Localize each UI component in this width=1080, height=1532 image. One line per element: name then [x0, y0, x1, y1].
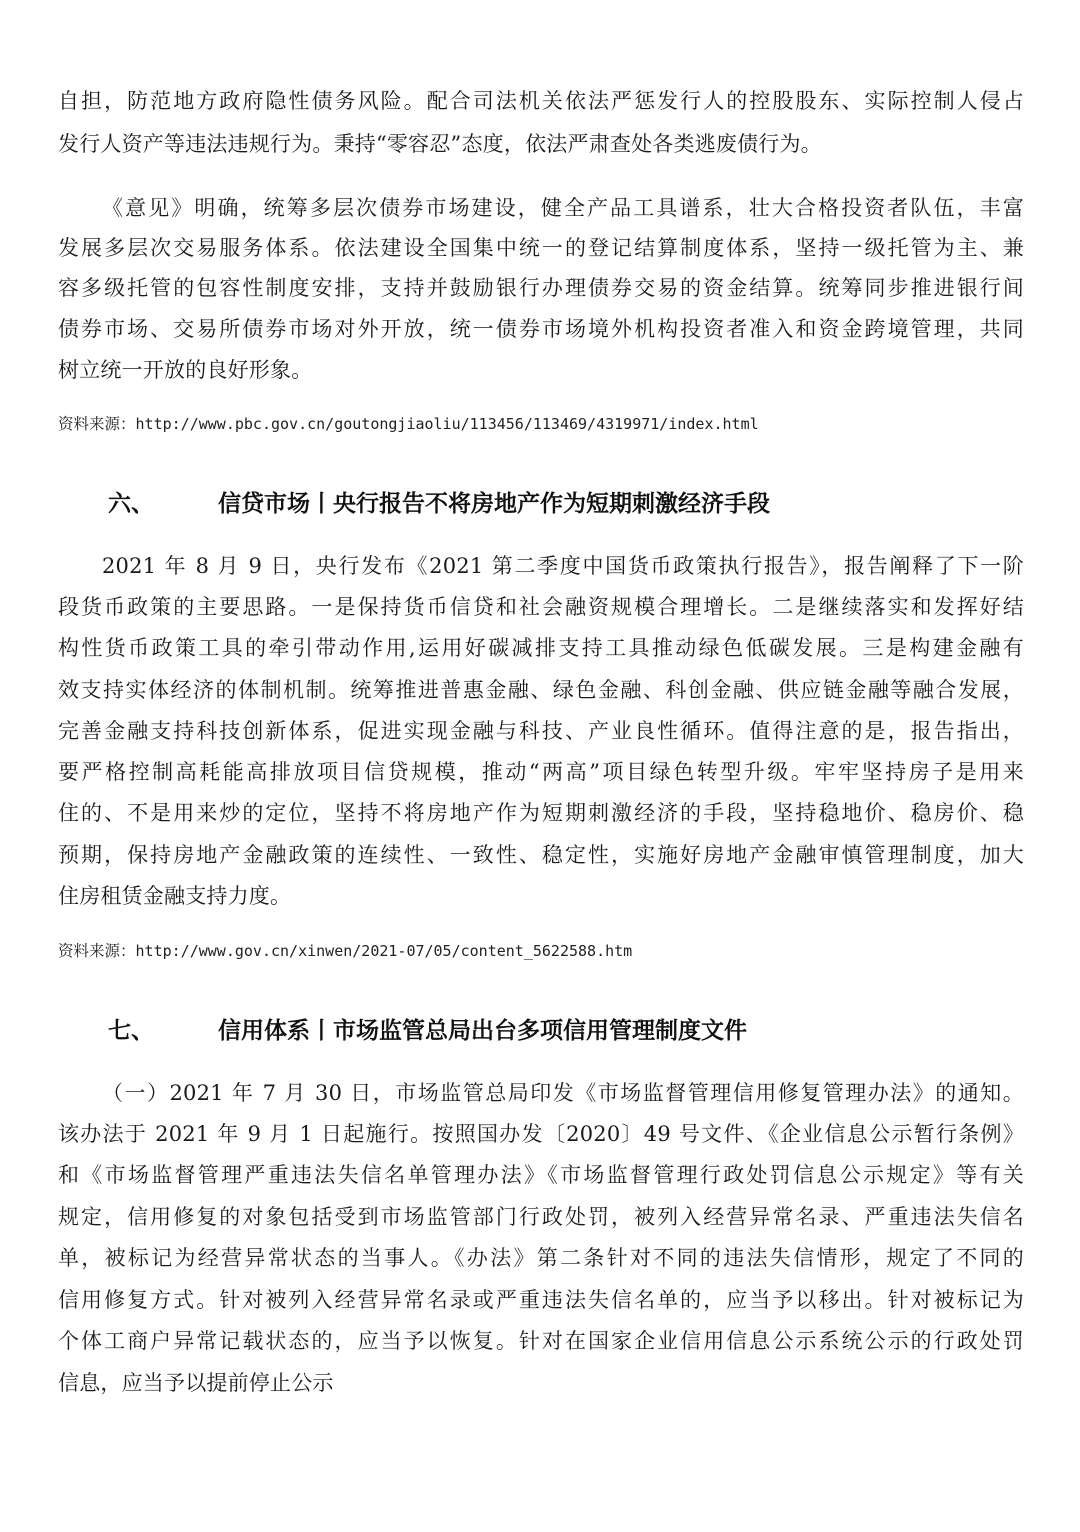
- paragraph-line: 住的、不是用来炒的定位，坚持不将房地产作为短期刺激经济的手段，坚持稳地价、稳房价、稳: [58, 801, 1024, 825]
- paragraph-line: 树立统一开放的良好形象。: [58, 358, 313, 382]
- paragraph-line: 发行人资产等违法违规行为。秉持“零容忍”态度，依法严肃查处各类逃废债行为。: [58, 132, 822, 156]
- paragraph-line: 发展多层次交易服务体系。依法建设全国集中统一的登记结算制度体系，坚持一级托管为主、兼: [58, 236, 1024, 260]
- section-number: 六、: [108, 491, 154, 517]
- paragraph-line: 单，被标记为经营异常状态的当事人。《办法》第二条针对不同的违法失信情形，规定了不同的: [58, 1246, 1024, 1270]
- section-heading: [108, 488, 1038, 520]
- source-url[interactable]: http://www.pbc.gov.cn/goutongjiaoliu/113456/113469/4319971/index.html: [135, 415, 759, 433]
- paragraph-line: 和《市场监督管理严重违法失信名单管理办法》《市场监督管理行政处罚信息公示规定》等有关: [58, 1163, 1024, 1187]
- paragraph-line: 《意见》明确，统筹多层次债券市场建设，健全产品工具谱系，壮大合格投资者队伍，丰富: [102, 196, 1024, 220]
- source-label: 资料来源：: [58, 415, 136, 433]
- paragraph-line: 规定，信用修复的对象包括受到市场监管部门行政处罚，被列入经营异常名录、严重违法失信名: [58, 1205, 1024, 1229]
- paragraph-line: 要严格控制高耗能高排放项目信贷规模，推动“两高”项目绿色转型升级。牢牢坚持房子是用来: [58, 760, 1024, 784]
- section-heading: [108, 1015, 1038, 1047]
- paragraph-line: 构性货币政策工具的牵引带动作用,运用好碳减排支持工具推动绿色低碳发展。三是构建金融有: [58, 636, 1024, 660]
- paragraph-line: 完善金融支持科技创新体系，促进实现金融与科技、产业良性循环。值得注意的是，报告指出，: [58, 719, 1024, 743]
- section-title: 信用体系丨市场监管总局出台多项信用管理制度文件: [218, 1018, 747, 1044]
- paragraph-line: 债券市场、交易所债券市场对外开放，统一债券市场境外机构投资者准入和资金跨境管理，共同: [58, 317, 1024, 341]
- paragraph-line: 预期，保持房地产金融政策的连续性、一致性、稳定性，实施好房地产金融审慎管理制度，加大: [58, 843, 1024, 867]
- source-url[interactable]: http://www.gov.cn/xinwen/2021-07/05/content_5622588.htm: [135, 942, 633, 960]
- paragraph-line: 自担，防范地方政府隐性债务风险。配合司法机关依法严惩发行人的控股股东、实际控制人侵占: [58, 89, 1024, 113]
- paragraph-line: 个体工商户异常记载状态的，应当予以恢复。针对在国家企业信用信息公示系统公示的行政处罚: [58, 1329, 1024, 1353]
- source-citation: [58, 413, 759, 435]
- paragraph-line: 该办法于 2021 年 9 月 1 日起施行。按照国办发〔2020〕49 号文件、《企业信息公示暂行条例》: [58, 1122, 1024, 1146]
- source-label: 资料来源：: [58, 942, 136, 960]
- paragraph-line: 住房租赁金融支持力度。: [58, 884, 292, 908]
- paragraph-line: 信息，应当予以提前停止公示: [58, 1371, 334, 1395]
- paragraph-line: 段货币政策的主要思路。一是保持货币信贷和社会融资规模合理增长。二是继续落实和发挥好结: [58, 595, 1024, 619]
- section-number: 七、: [108, 1018, 154, 1044]
- paragraph-line: 容多级托管的包容性制度安排，支持并鼓励银行办理债券交易的资金结算。统筹同步推进银行间: [58, 276, 1024, 300]
- source-citation: [58, 940, 632, 962]
- section-title: 信贷市场丨央行报告不将房地产作为短期刺激经济手段: [218, 491, 770, 517]
- paragraph-line: 信用修复方式。针对被列入经营异常名录或严重违法失信名单的，应当予以移出。针对被标记为: [58, 1288, 1024, 1312]
- paragraph-line: （一）2021 年 7 月 30 日，市场监管总局印发《市场监督管理信用修复管理办法》的通知。: [102, 1081, 1024, 1105]
- paragraph-line: 2021 年 8 月 9 日，央行发布《2021 第二季度中国货币政策执行报告》，报告阐释了下一阶: [102, 554, 1024, 578]
- paragraph-line: 效支持实体经济的体制机制。统筹推进普惠金融、绿色金融、科创金融、供应链金融等融合发展，: [58, 678, 1024, 702]
